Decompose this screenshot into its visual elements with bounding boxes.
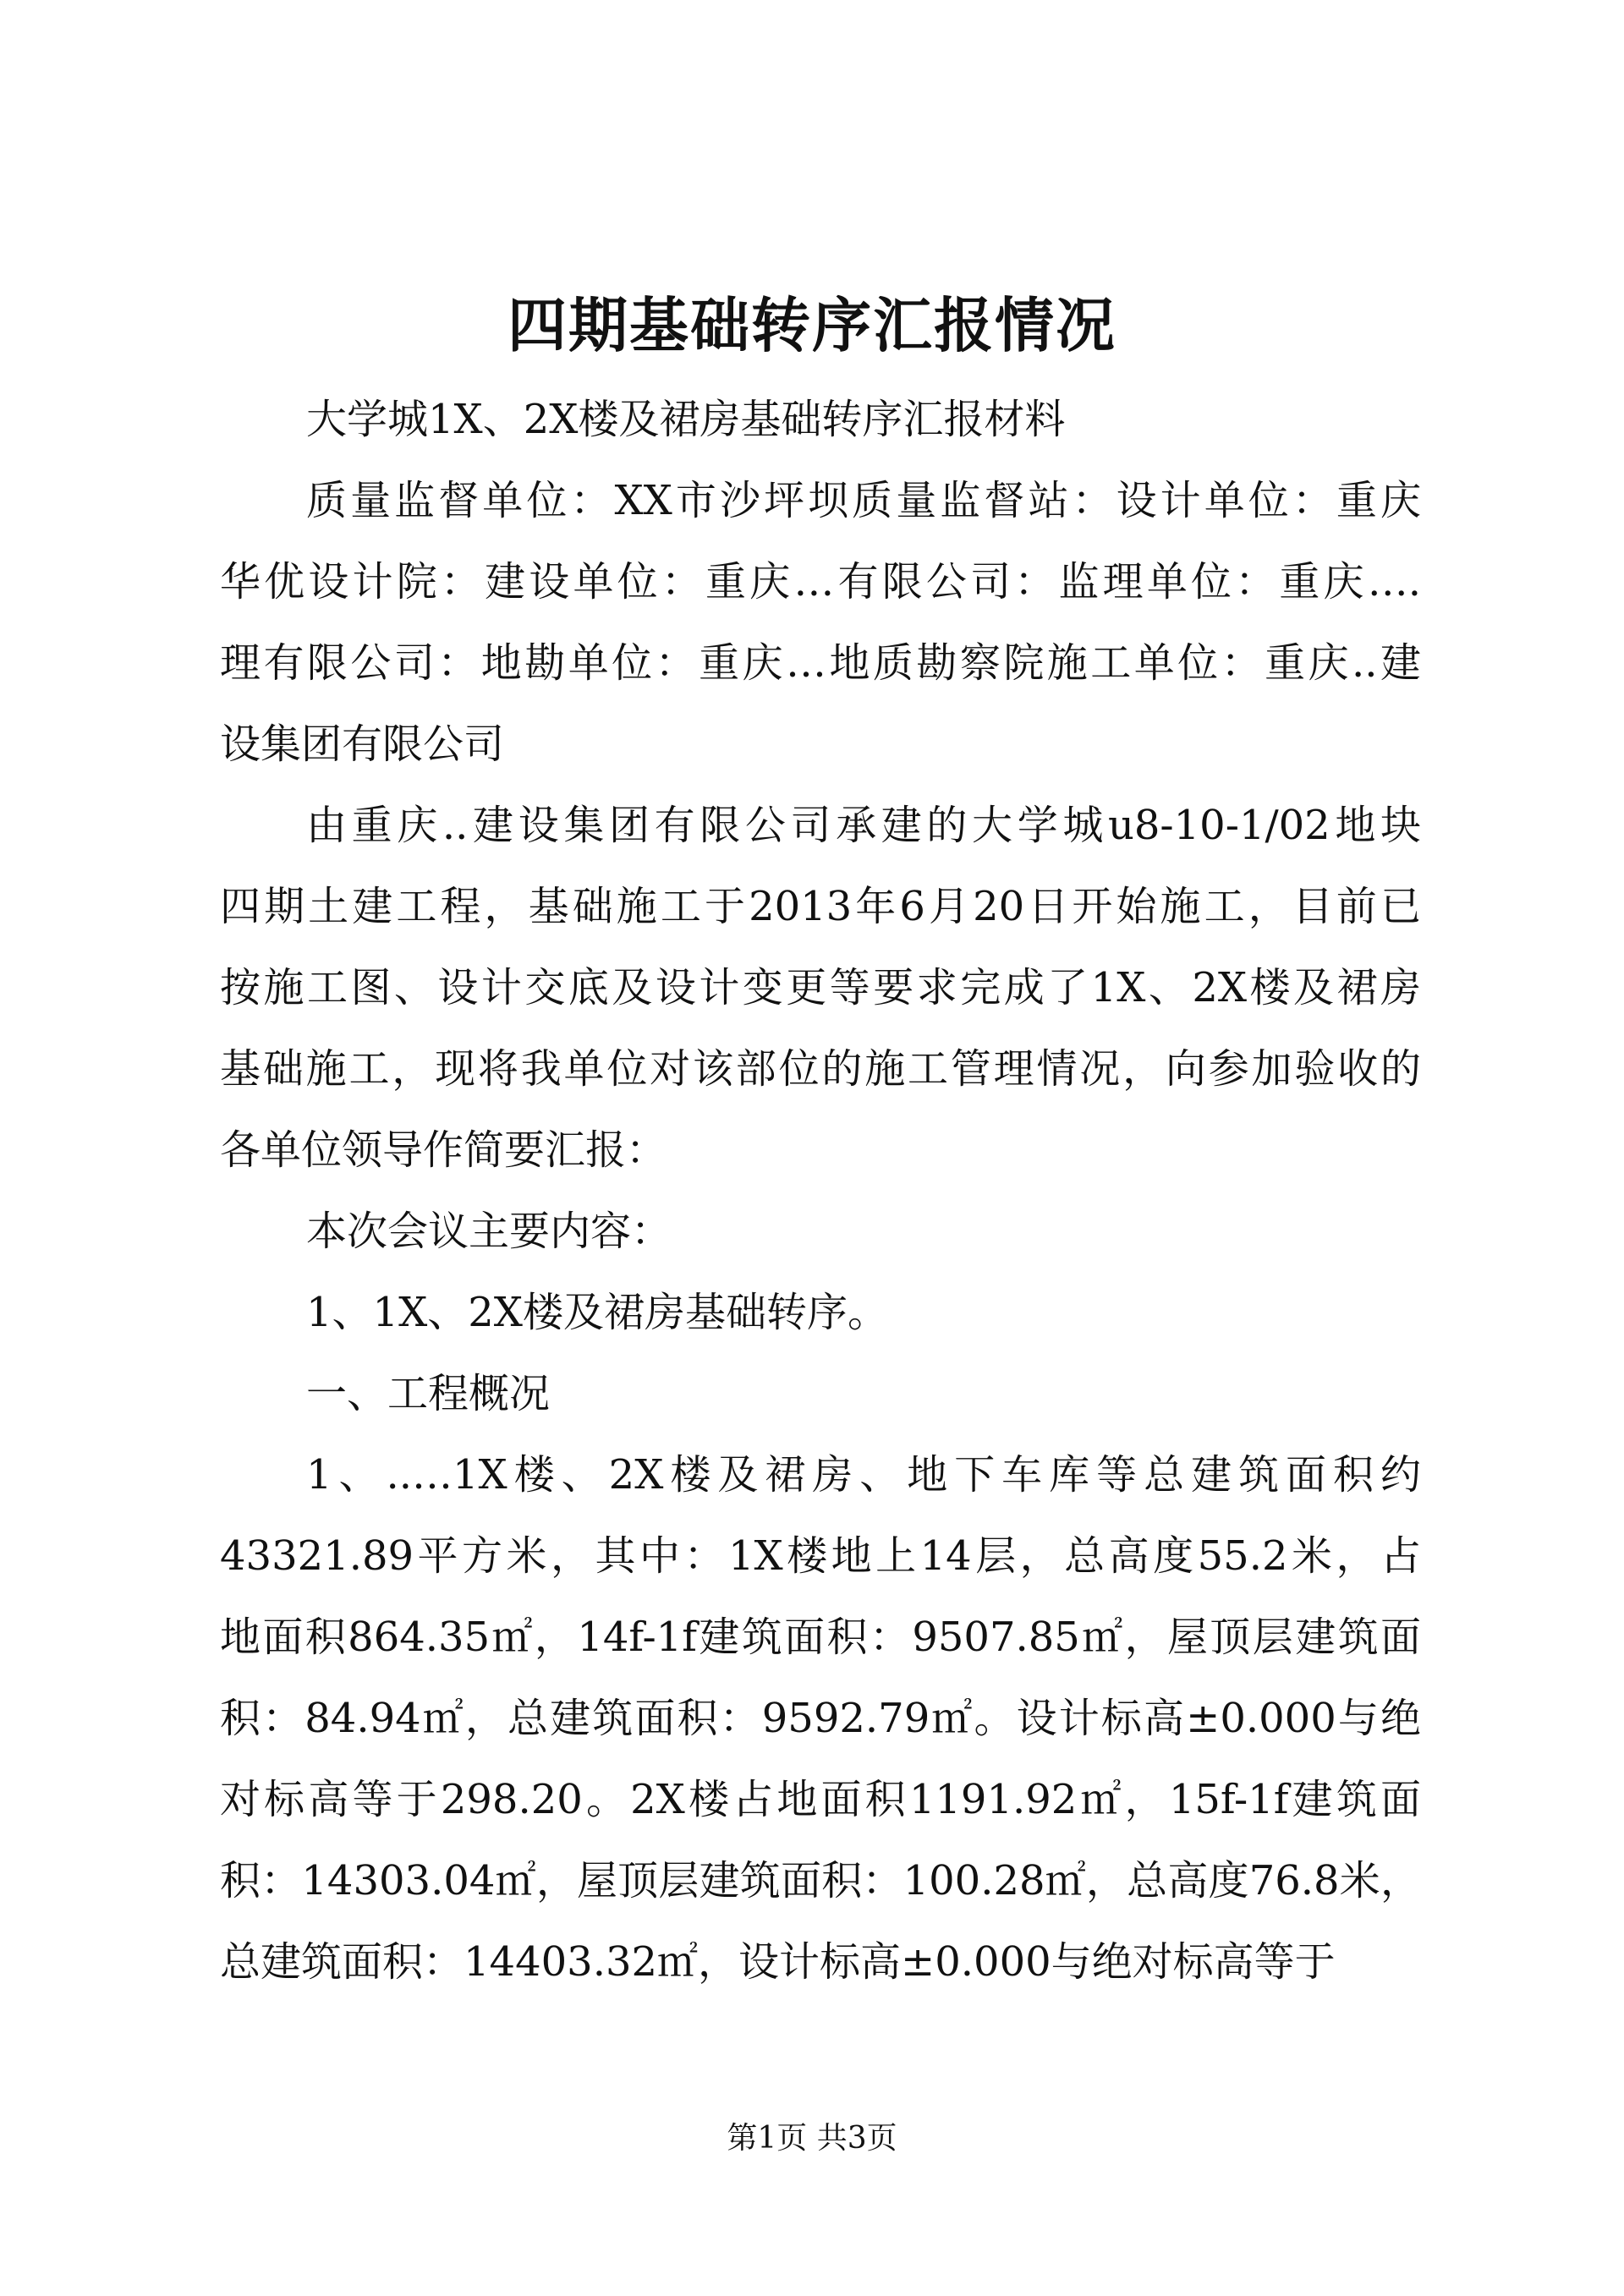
paragraph-line: 地面积864.35㎡，14f-1f建筑面积：9507.85㎡，屋顶层建筑面	[220, 1614, 1421, 1661]
paragraph-line: 43321.89平方米，其中：1X楼地上14层，总高度55.2米，占	[220, 1532, 1421, 1580]
paragraph-line: 大学城1X、2X楼及裙房基础转序汇报材料	[306, 396, 1066, 443]
paragraph-line: 四期土建工程，基础施工于2013年6月20日开始施工，目前已	[220, 883, 1421, 930]
paragraph-line: 本次会议主要内容：	[306, 1208, 672, 1255]
paragraph-line: 一、工程概况	[306, 1370, 551, 1417]
document-title: 四期基础转序汇报情况	[508, 290, 1116, 360]
paragraph-line: 基础施工，现将我单位对该部位的施工管理情况，向参加验收的	[220, 1045, 1421, 1093]
paragraph-line: 对标高等于298.20。2X楼占地面积1191.92㎡，15f-1f建筑面	[220, 1776, 1421, 1823]
paragraph-line: 各单位领导作简要汇报：	[220, 1126, 667, 1174]
paragraph-line: 理有限公司：地勘单位：重庆…地质勘察院施工单位：重庆..建	[220, 639, 1421, 687]
paragraph-line: 按施工图、设计交底及设计变更等要求完成了1X、2X楼及裙房	[220, 964, 1421, 1011]
document-body	[220, 379, 1421, 2003]
paragraph-line: 1、1X、2X楼及裙房基础转序。	[306, 1289, 888, 1336]
paragraph-line: 1、..…1X楼、2X楼及裙房、地下车库等总建筑面积约	[306, 1451, 1421, 1499]
paragraph-line: 设集团有限公司	[220, 721, 505, 768]
paragraph-line: 由重庆..建设集团有限公司承建的大学城u8-10-1/02地块	[306, 802, 1421, 849]
paragraph-line: 积：14303.04㎡，屋顶层建筑面积：100.28㎡，总高度76.8米，	[220, 1857, 1421, 1904]
page-footer: 第1页 共3页	[727, 2121, 897, 2156]
paragraph-line: 积：84.94㎡，总建筑面积：9592.79㎡。设计标高±0.000与绝	[220, 1695, 1421, 1742]
paragraph-line: 华优设计院：建设单位：重庆…有限公司：监理单位：重庆….	[220, 558, 1421, 606]
paragraph-line: 质量监督单位：XX市沙坪坝质量监督站：设计单位：重庆	[306, 477, 1421, 524]
paragraph-line: 总建筑面积：14403.32㎡，设计标高±0.000与绝对标高等于	[220, 1938, 1336, 1986]
